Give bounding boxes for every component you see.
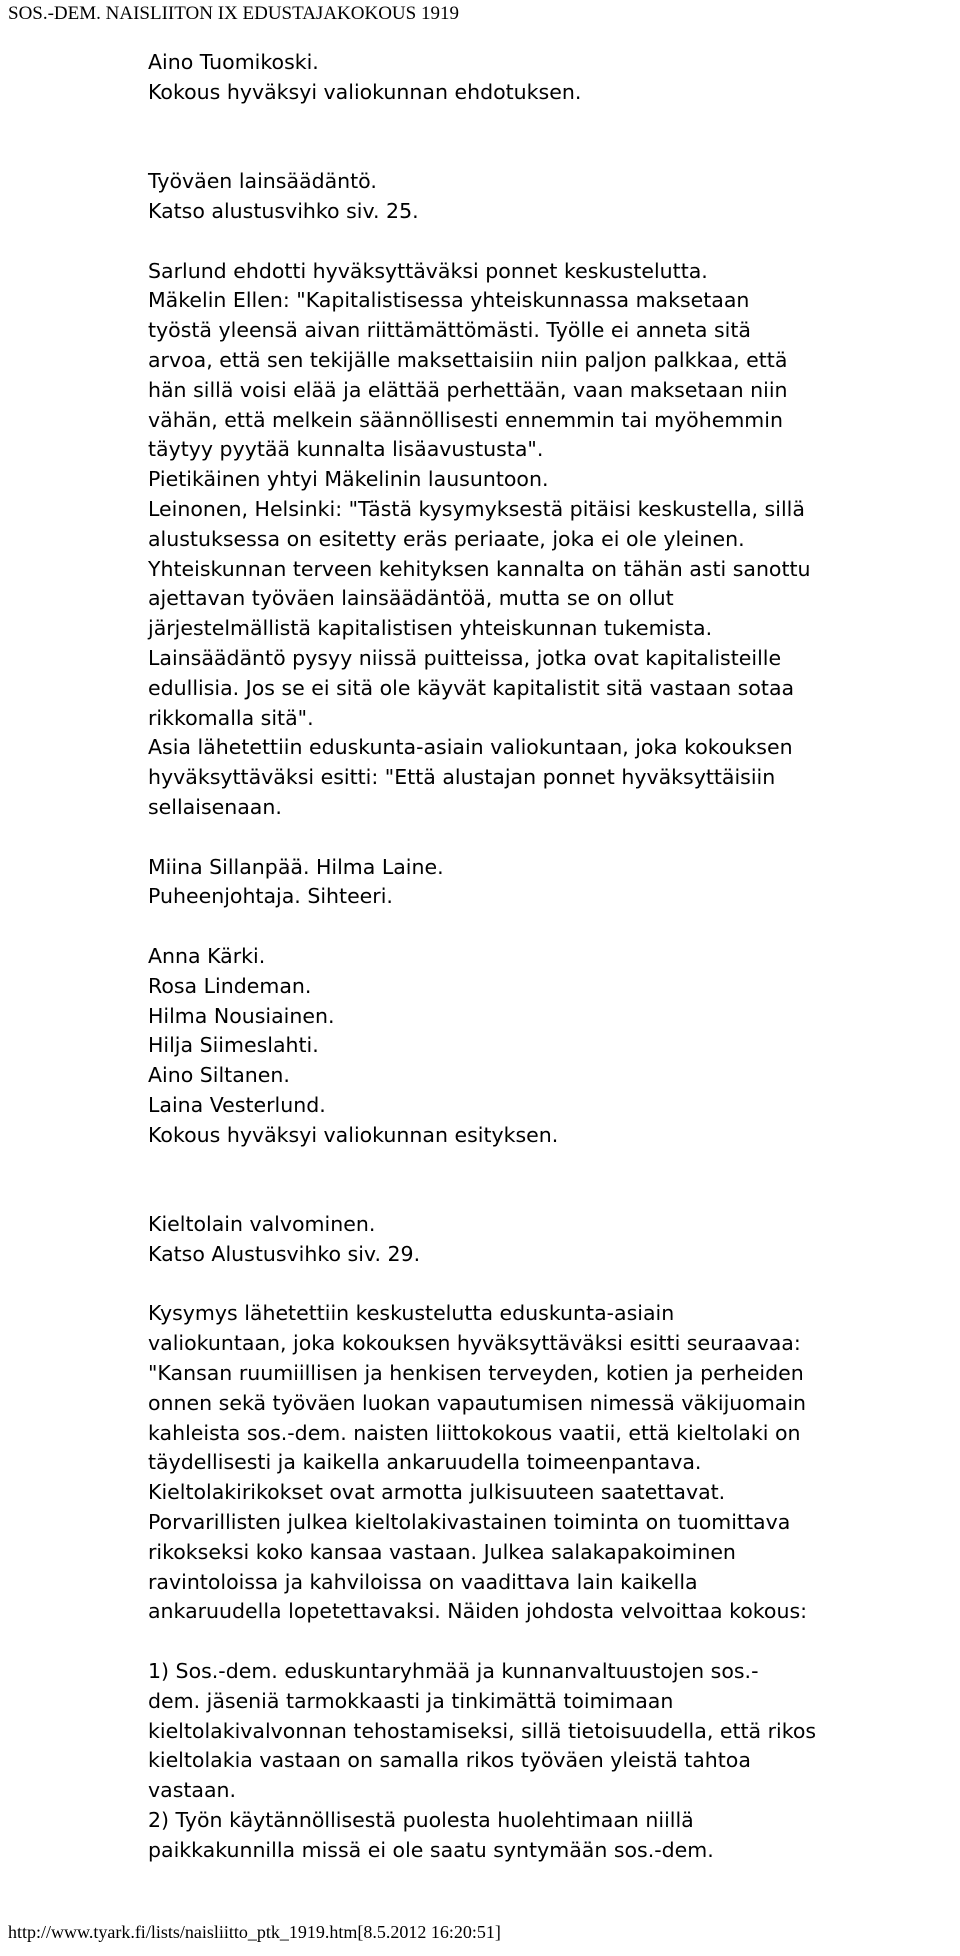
text-line: 2) Työn käytännöllisestä puolesta huolehtimaan niillä — [148, 1808, 694, 1833]
blank-line — [148, 227, 948, 257]
text-line: Rosa Lindeman. — [148, 973, 312, 998]
text-line: Katso alustusvihko siv. 25. — [148, 198, 419, 223]
text-line: Sarlund ehdotti hyväksyttäväksi ponnet keskustelutta. — [148, 258, 708, 283]
text-line: Porvarillisten julkea kieltolakivastainen toiminta on tuomittava — [148, 1510, 791, 1535]
text-line: rikokseksi koko kansaa vastaan. Julkea salakapakoiminen — [148, 1539, 736, 1564]
text-line: Puheenjohtaja. Sihteeri. — [148, 884, 393, 909]
blank-line — [148, 1180, 948, 1210]
text-line: edullisia. Jos se ei sitä ole käyvät kapitalistit sitä vastaan sotaa — [148, 675, 795, 700]
text-line: Mäkelin Ellen: "Kapitalistisessa yhteiskunnassa maksetaan — [148, 288, 750, 313]
text-line: Lainsäädäntö pysyy niissä puitteissa, jotka ovat kapitalisteille — [148, 645, 782, 670]
text-line: vähän, että melkein säännöllisesti ennemmin tai myöhemmin — [148, 407, 783, 432]
page-footer-url: http://www.tyark.fi/lists/naisliitto_ptk_1919.htm[8.5.2012 16:20:51] — [8, 1922, 501, 1942]
text-line: täydellisesti ja kaikella ankaruudella toimeenpantava. — [148, 1450, 702, 1475]
blank-line — [148, 912, 948, 942]
text-line: ajettavan työväen lainsäädäntöä, mutta se on ollut — [148, 586, 674, 611]
text-line: valiokuntaan, joka kokouksen hyväksyttäväksi esitti seuraavaa: — [148, 1331, 801, 1356]
text-line: Anna Kärki. — [148, 943, 266, 968]
text-line: hyväksyttäväksi esitti: "Että alustajan ponnet hyväksyttäisiin — [148, 765, 776, 790]
text-line: paikkakunnilla missä ei ole saatu syntymään sos.-dem. — [148, 1837, 714, 1862]
text-line: sellaisenaan. — [148, 794, 282, 819]
text-line: Kokous hyväksyi valiokunnan esityksen. — [148, 1122, 559, 1147]
text-line: Asia lähetettiin eduskunta-asiain valiokuntaan, joka kokouksen — [148, 735, 793, 760]
text-line: kieltolakia vastaan on samalla rikos työväen yleistä tahtoa — [148, 1748, 751, 1773]
text-line: ankaruudella lopetettavaksi. Näiden johdosta velvoittaa kokous: — [148, 1599, 808, 1624]
text-line: Työväen lainsäädäntö. — [148, 169, 377, 194]
text-line: kieltolakivalvonnan tehostamiseksi, sillä tietoisuudella, että rikos — [148, 1718, 817, 1743]
text-line: onnen sekä työväen luokan vapautumisen nimessä väkijuomain — [148, 1390, 807, 1415]
text-line: arvoa, että sen tekijälle maksettaisiin niin paljon palkkaa, että — [148, 347, 788, 372]
text-line: työstä yleensä aivan riittämättömästi. Työlle ei anneta sitä — [148, 318, 751, 343]
text-line: Katso Alustusvihko siv. 29. — [148, 1241, 421, 1266]
text-line: Hilma Nousiainen. — [148, 1003, 335, 1028]
text-line: Kieltolakirikokset ovat armotta julkisuuteen saatettavat. — [148, 1480, 726, 1505]
text-line: ravintoloissa ja kahviloissa on vaadittava lain kaikella — [148, 1569, 698, 1594]
text-line: "Kansan ruumiillisen ja henkisen terveyden, kotien ja perheiden — [148, 1361, 804, 1386]
text-line: dem. jäseniä tarmokkaasti ja tinkimättä toimimaan — [148, 1688, 674, 1713]
text-line: 1) Sos.-dem. eduskuntaryhmää ja kunnanvaltuustojen sos.- — [148, 1659, 759, 1684]
text-line: Kokous hyväksyi valiokunnan ehdotuksen. — [148, 79, 582, 104]
blank-line — [148, 137, 948, 167]
text-line: Aino Siltanen. — [148, 1063, 290, 1088]
page-header: SOS.-DEM. NAISLIITON IX EDUSTAJAKOKOUS 1919 — [8, 3, 459, 24]
blank-line — [148, 1150, 948, 1180]
text-line: alustuksessa on esitetty eräs periaate, joka ei ole yleinen. — [148, 526, 745, 551]
text-line: rikkomalla sitä". — [148, 705, 314, 730]
text-line: Kieltolain valvominen. — [148, 1212, 376, 1237]
document-body — [148, 48, 948, 1866]
text-line: vastaan. — [148, 1778, 237, 1803]
text-line: kahleista sos.-dem. naisten liittokokous vaatii, että kieltolaki on — [148, 1420, 801, 1445]
text-line: Hilja Siimeslahti. — [148, 1033, 319, 1058]
blank-line — [148, 108, 948, 138]
blank-line — [148, 1270, 948, 1300]
text-line: Leinonen, Helsinki: "Tästä kysymyksestä pitäisi keskustella, sillä — [148, 496, 805, 521]
blank-line — [148, 1627, 948, 1657]
text-line: Aino Tuomikoski. — [148, 50, 319, 74]
text-line: Laina Vesterlund. — [148, 1092, 326, 1117]
blank-line — [148, 823, 948, 853]
text-line: täytyy pyytää kunnalta lisäavustusta". — [148, 437, 544, 462]
text-line: Pietikäinen yhtyi Mäkelinin lausuntoon. — [148, 467, 549, 492]
text-line: Miina Sillanpää. Hilma Laine. — [148, 854, 444, 879]
text-line: Kysymys lähetettiin keskustelutta eduskunta-asiain — [148, 1301, 675, 1326]
text-line: järjestelmällistä kapitalistisen yhteiskunnan tukemista. — [148, 616, 713, 641]
text-line: Yhteiskunnan terveen kehityksen kannalta on tähän asti sanottu — [148, 556, 811, 581]
text-line: hän sillä voisi elää ja elättää perhettään, vaan maksetaan niin — [148, 377, 788, 402]
